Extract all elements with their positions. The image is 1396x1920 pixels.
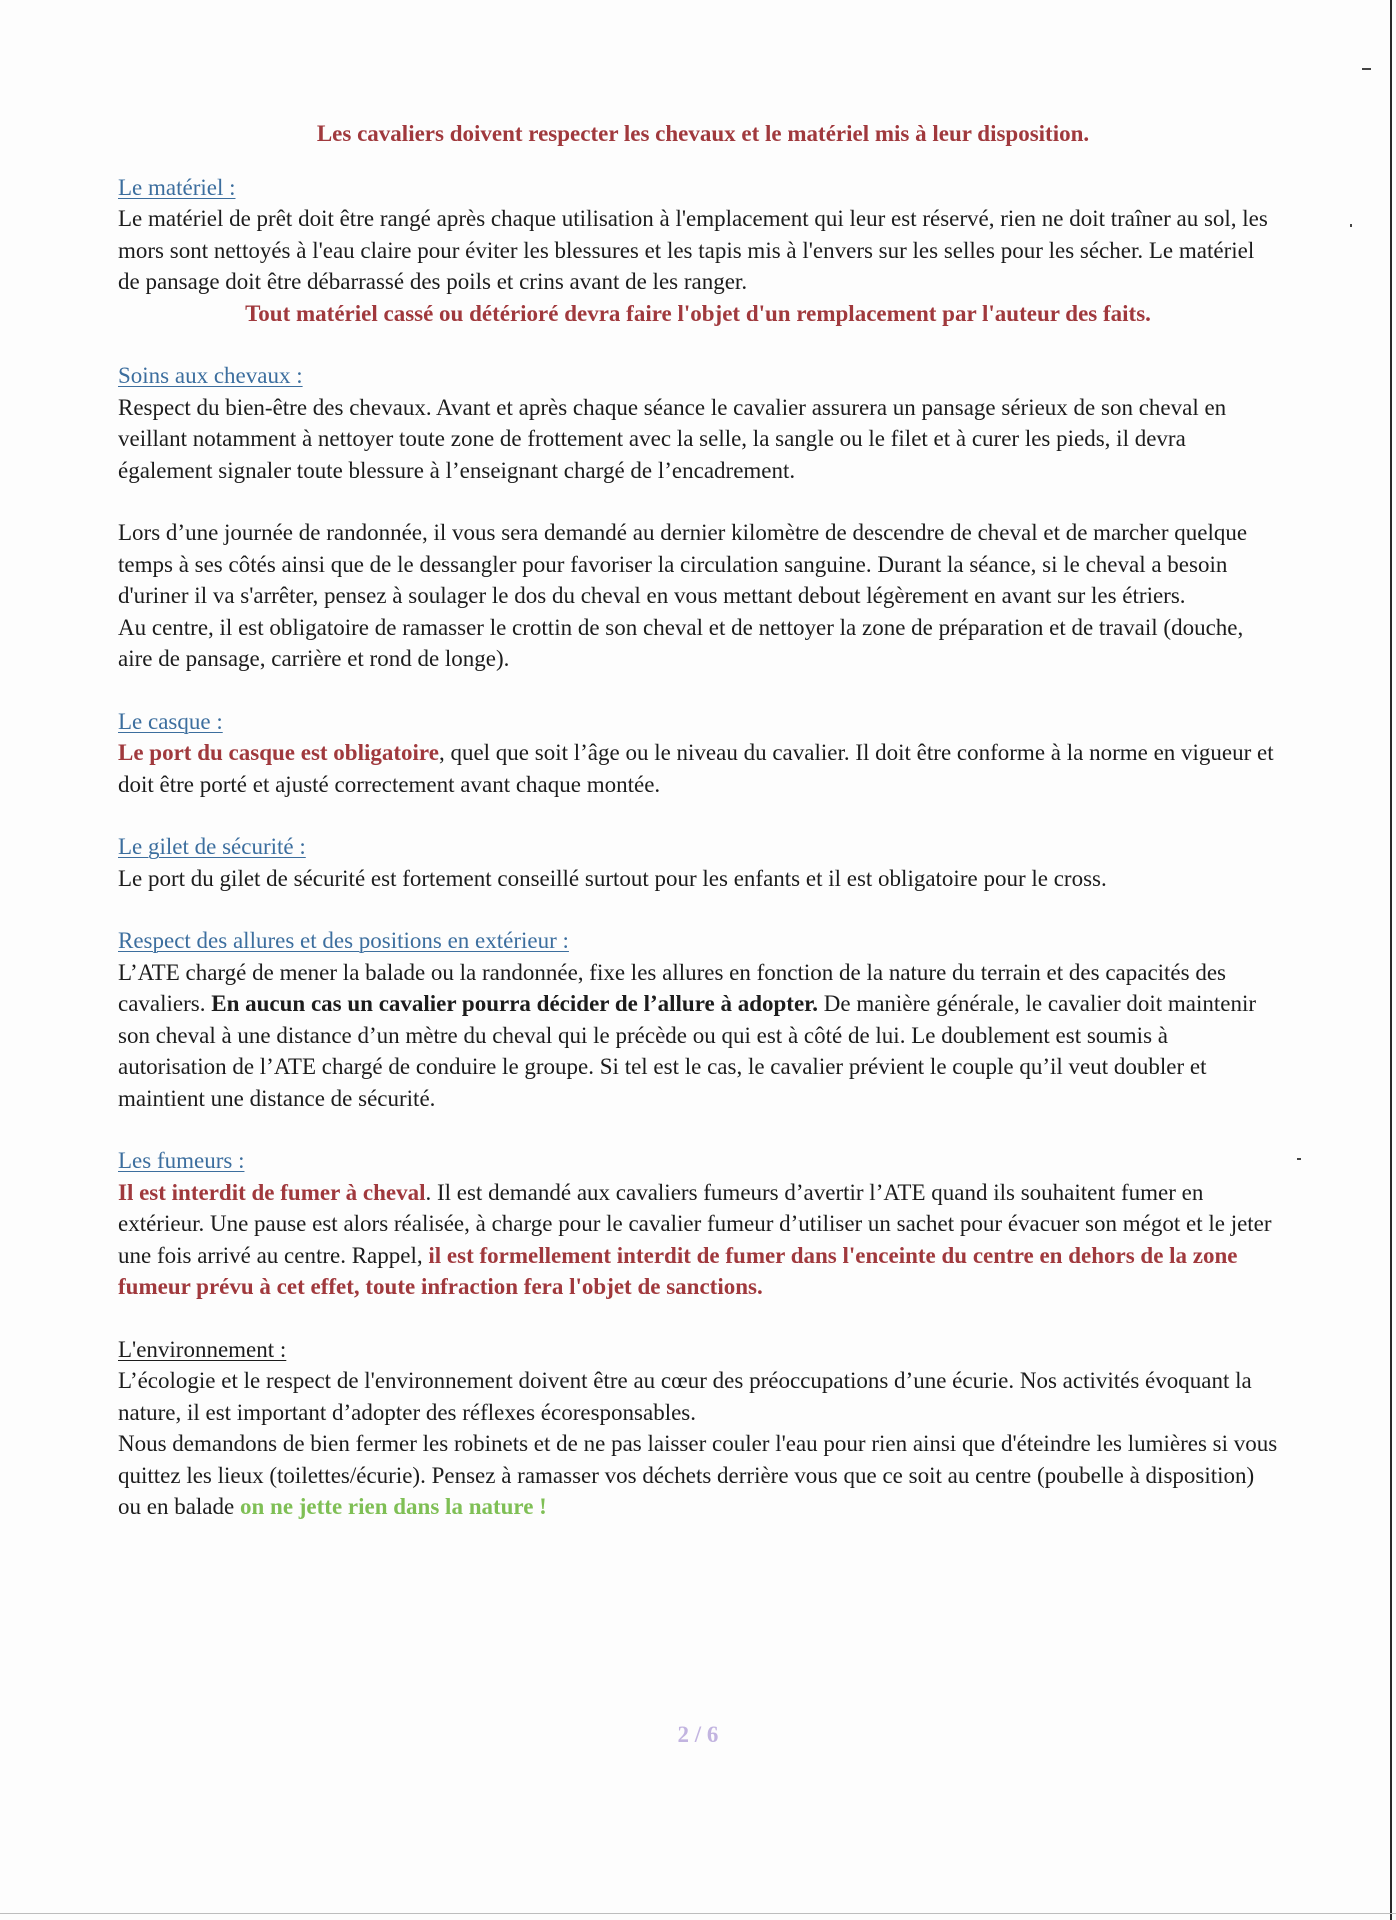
scan-edge-right <box>1390 0 1392 1920</box>
section-fumeurs <box>118 1145 1278 1303</box>
heading-soins: Soins aux chevaux : <box>118 363 303 388</box>
heading-allures: Respect des allures et des positions en extérieur : <box>118 928 569 953</box>
section-soins <box>118 360 1278 675</box>
environnement-emphasis: on ne jette rien dans la nature ! <box>239 1494 547 1519</box>
allures-text-2: De manière générale, le cavalier doit maintenir son cheval à une distance d’un mètre du cheval qui le précède ou qui est à côté de lui. Le doublement est soumis à autorisation de l’ATE chargé de conduire le groupe. Si tel est le cas, le cavalier prévient le couple qu’il veut doubler et maintient une distance de sécurité. <box>118 991 1257 1111</box>
fumeurs-emphasis-1: Il est interdit de fumer à cheval <box>118 1179 426 1205</box>
casque-emphasis: Le port du casque est obligatoire <box>118 740 439 765</box>
fumeurs-paragraph <box>118 1177 1278 1303</box>
section-gilet <box>118 831 1278 894</box>
section-environnement <box>118 1334 1278 1523</box>
environnement-text-2: Nous demandons de bien fermer les robinets et de ne pas laisser couler l'eau pour rien ainsi que d'éteindre les lumières si vous quittez les lieux (toilettes/écurie). Pensez à ramasser vos déchets derrière vous que ce soit au centre (poubelle à disposition) ou en balade <box>118 1431 1278 1519</box>
document-title: Les cavaliers doivent respecter les chevaux et le matériel mis à leur disposition. <box>316 121 1090 146</box>
scan-edge-bottom <box>0 1913 1396 1914</box>
scan-speck <box>1350 224 1352 227</box>
scan-speck <box>1362 68 1371 70</box>
heading-materiel: Le matériel : <box>118 174 236 200</box>
environnement-paragraph <box>118 1428 1278 1523</box>
heading-fumeurs: Les fumeurs : <box>118 1148 245 1173</box>
allures-text-1: L’ATE chargé de mener la balade ou la randonnée, fixe les allures en fonction de la nature du terrain et des capacités des cavaliers. <box>118 959 1226 1016</box>
document-body <box>118 118 1278 1554</box>
soins-text-2: Lors d’une journée de randonnée, il vous sera demandé au dernier kilomètre de descendre de cheval et de marcher quelque temps à ses côtés ainsi que de le dessangler pour favoriser la circulation sanguine. Durant la séance, si le cheval a besoin d'uriner il va s'arrêter, pensez à soulager le dos du cheval en vous mettant debout légèrement en avant sur les étriers. <box>118 520 1248 608</box>
soins-text-1: Respect du bien-être des chevaux. Avant et après chaque séance le cavalier assurera un pansage sérieux de son cheval en veillant notamment à nettoyer toute zone de frottement avec la selle, la sangle ou le filet et à curer les pieds, il devra également signaler toute blessure à l’enseignant chargé de l’encadrement. <box>118 394 1227 483</box>
heading-casque: Le casque : <box>118 708 223 734</box>
scan-speck <box>1297 1158 1301 1160</box>
casque-text: , quel que soit l’âge ou le niveau du cavalier. Il doit être conforme à la norme en vigueur et doit être porté et ajusté correctement avant chaque montée. <box>118 740 1274 797</box>
casque-paragraph <box>118 737 1278 800</box>
page-number: 2 / 6 <box>677 1722 719 1747</box>
fumeurs-text: . Il est demandé aux cavaliers fumeurs d’avertir l’ATE quand ils souhaitent fumer en extérieur. Une pause est alors réalisée, à charge pour le cavalier fumeur d’utiliser un sachet pour évacuer son mégot et le jeter une fois arrivé au centre. Rappel, <box>118 1179 1272 1268</box>
section-materiel <box>118 172 1278 330</box>
gilet-text: Le port du gilet de sécurité est fortement conseillé surtout pour les enfants et il est obligatoire pour le cross. <box>118 865 1107 891</box>
heading-environnement: L'environnement : <box>118 1336 287 1362</box>
section-allures <box>118 925 1278 1114</box>
heading-gilet: Le gilet de sécurité : <box>118 834 306 859</box>
soins-text-3: Au centre, il est obligatoire de ramasser le crottin de son cheval et de nettoyer la zone de préparation et de travail (douche, aire de pansage, carrière et rond de longe). <box>118 614 1244 671</box>
allures-emphasis: En aucun cas un cavalier pourra décider de l’allure à adopter. <box>211 991 818 1016</box>
environnement-text-1: L’écologie et le respect de l'environnement doivent être au cœur des préoccupations d’une écurie. Nos activités évoquant la nature, il est important d’adopter des réflexes écoresponsables. <box>118 1368 1252 1425</box>
materiel-warning: Tout matériel cassé ou détérioré devra faire l'objet d'un remplacement par l'auteur des faits. <box>245 300 1151 326</box>
section-casque <box>118 706 1278 801</box>
fumeurs-emphasis-2: il est formellement interdit de fumer dans l'enceinte du centre en dehors de la zone fumeur prévu à cet effet, toute infraction fera l'objet de sanctions. <box>118 1242 1238 1299</box>
materiel-text: Le matériel de prêt doit être rangé après chaque utilisation à l'emplacement qui leur est réservé, rien ne doit traîner au sol, les mors sont nettoyés à l'eau claire pour éviter les blessures et les tapis mis à l'envers sur les selles pour les sécher. Le matériel de pansage doit être débarrassé des poils et crins avant de les ranger. <box>118 206 1268 294</box>
paragraph-gap <box>118 486 1278 517</box>
allures-paragraph <box>118 957 1278 1115</box>
